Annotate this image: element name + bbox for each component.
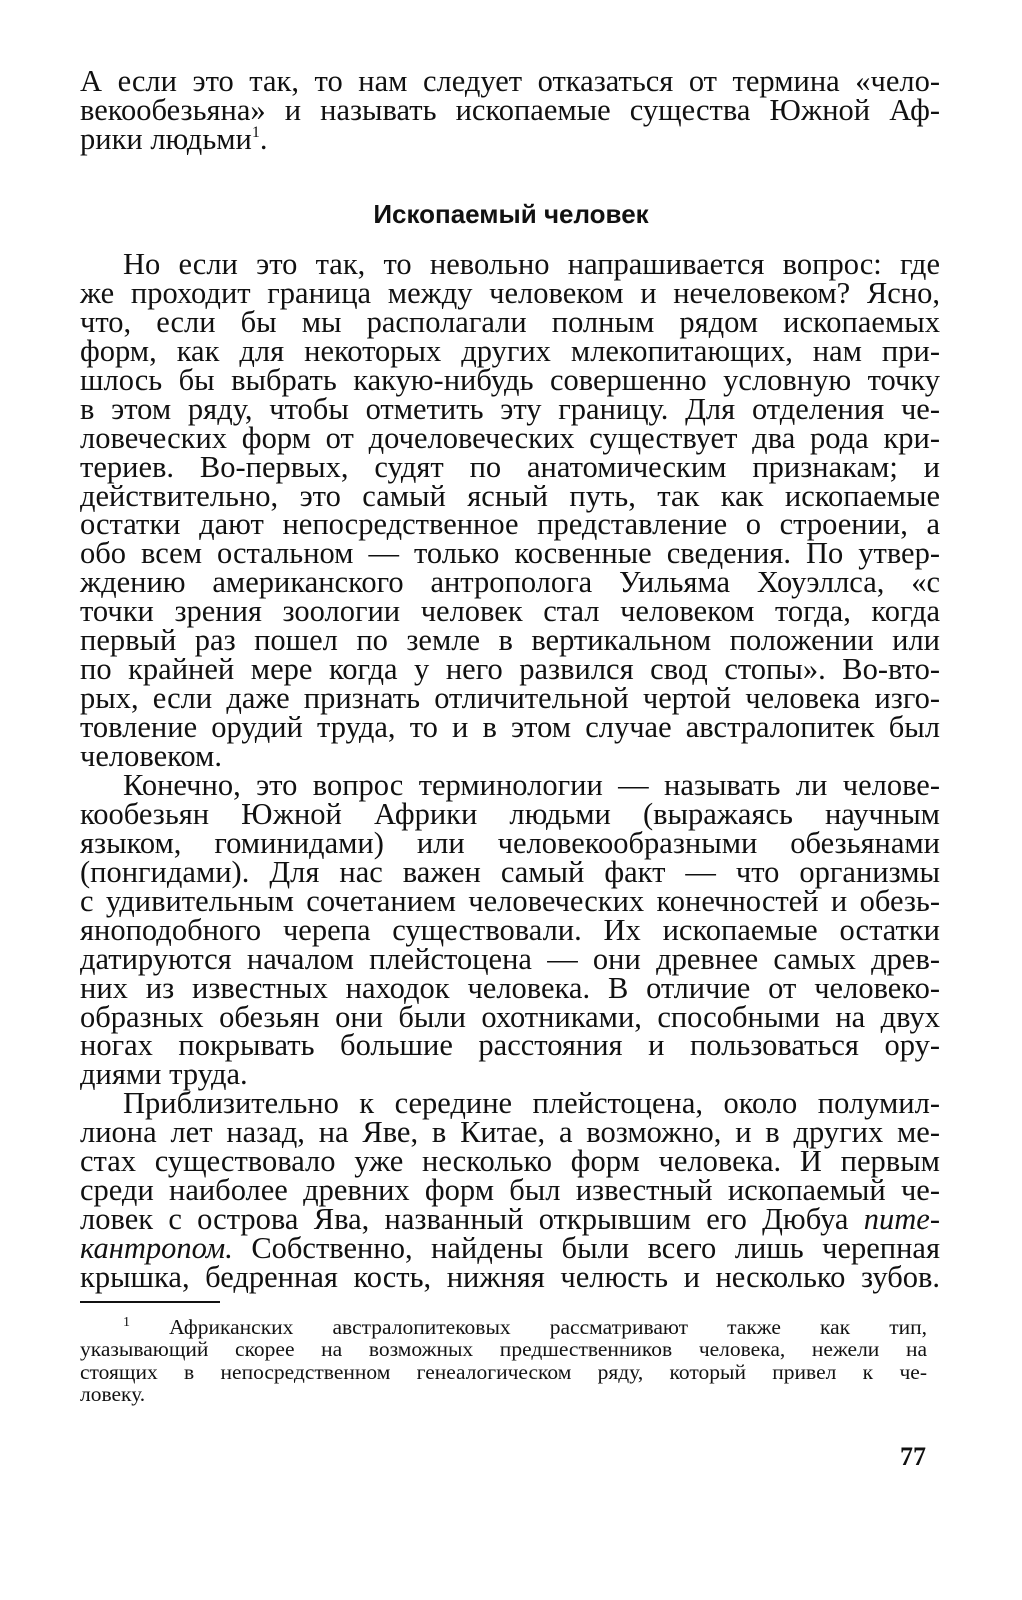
paragraph-3 [80, 1086, 940, 1294]
text-line [80, 1201, 940, 1236]
text-fragment: Африканских австралопитековых рассматривают также как тип, [169, 1315, 928, 1339]
text-line: остатки дают непосредственное представление о строении, а [80, 507, 940, 542]
text-line: рики людьми$^1$. [80, 121, 268, 156]
text-line: с удивительным сочетанием человеческих конечностей и обезь- [80, 883, 940, 918]
footnote-line: стоящих в непосредственном генеалогическом ряду, который привел к че- [80, 1359, 927, 1384]
text-line: стах существовало уже несколько форм человека. И первым [80, 1143, 940, 1178]
text-line: териев. Во-первых, судят по анатомическим признакам; и [80, 449, 940, 484]
footnote-marker: 1 [251, 123, 260, 141]
text-line: среди наиболее древних форм был известный ископаемый че- [80, 1172, 940, 1207]
footnote-marker: 1 [123, 1315, 130, 1330]
paragraph-1 [80, 247, 940, 773]
paragraph-2 [80, 768, 940, 1092]
text-line [80, 1230, 940, 1265]
text-line: диями труда. [80, 1057, 248, 1092]
text-line: языком, гоминидами) или человекообразными обезьянами [80, 825, 940, 860]
text-line: же проходит граница между человеком и нечеловеком? Ясно, [80, 275, 940, 310]
text-line: Конечно, это вопрос терминологии — называть ли челове- [123, 768, 940, 802]
footnote-line: ловеку. [80, 1382, 146, 1407]
text-line: датируются началом плейстоцена — они древнее самых древ- [80, 941, 940, 976]
text-line: обо всем остальном — только косвенные сведения. По утвер- [80, 536, 940, 571]
text-line: А если это так, то нам следует отказаться от термина «чело- [80, 64, 940, 98]
text-line: лиона лет назад, на Яве, в Китае, а возможно, и в других ме- [80, 1114, 940, 1149]
section-heading: Ископаемый человек [373, 199, 649, 229]
footnote-line [80, 1316, 927, 1338]
text-fragment: рики людьми [80, 121, 252, 156]
italic-term: кантропом. [80, 1230, 233, 1265]
text-line: рых, если даже признать отличительной чертой человека изго- [80, 681, 940, 716]
footnote [80, 1316, 927, 1406]
text-line: шлось бы выбрать какую-нибудь совершенно условную точку [80, 362, 940, 397]
italic-term: пите- [863, 1201, 940, 1236]
text-fragment: ловек с острова Ява, названный открывшим его Дюбуа [80, 1201, 849, 1236]
text-line: векообезьяна» и называть ископаемые существа Южной Аф- [80, 92, 940, 127]
text-line: кообезьян Южной Африки людьми (выражаясь научным [80, 796, 940, 831]
text-line: по крайней мере когда у него развился свод стопы». Во-вто- [80, 652, 940, 687]
text-line: Приблизительно к середине плейстоцена, около полумил- [123, 1086, 940, 1120]
text-line: что, если бы мы располагали полным рядом ископаемых [80, 304, 940, 339]
text-line: яноподобного черепа существовали. Их ископаемые остатки [80, 912, 940, 947]
text-line: образных обезьян они были охотниками, способными на двух [80, 999, 940, 1034]
text-line: (понгидами). Для нас важен самый факт — что организмы [80, 854, 940, 889]
footnote-divider [80, 1301, 220, 1303]
footnote-line: указывающий скорее на возможных предшественников человека, нежели на [80, 1337, 927, 1362]
text-line: точки зрения зоологии человек стал человеком тогда, когда [80, 594, 940, 629]
text-line: Но если это так, то невольно напрашивается вопрос: где [123, 247, 940, 281]
text-fragment: Собственно, найдены были всего лишь черепная [251, 1230, 940, 1265]
text-line: форм, как для некоторых других млекопитающих, нам при- [80, 333, 940, 368]
text-line: ногах покрывать большие расстояния и пользоваться ору- [80, 1028, 940, 1063]
text-line: ловеческих форм от дочеловеческих существует два рода кри- [80, 420, 940, 455]
text-line: товление орудий труда, то и в этом случае австралопитек был [80, 710, 940, 744]
text-line: действительно, это самый ясный путь, так как ископаемые [80, 478, 940, 513]
text-line: человеком. [80, 738, 222, 773]
top-paragraph [80, 64, 940, 156]
text-line: первый раз пошел по земле в вертикальном положении или [80, 623, 940, 658]
page-number: 77 [900, 1442, 926, 1471]
text-line: в этом ряду, чтобы отметить эту границу. Для отделения че- [80, 391, 940, 426]
text-line: них из известных находок человека. В отличие от человеко- [80, 970, 940, 1005]
text-line: ждению американского антрополога Уильяма Хоуэллса, «с [80, 565, 940, 600]
text-line: крышка, бедренная кость, нижняя челюсть и несколько зубов. [80, 1259, 940, 1294]
